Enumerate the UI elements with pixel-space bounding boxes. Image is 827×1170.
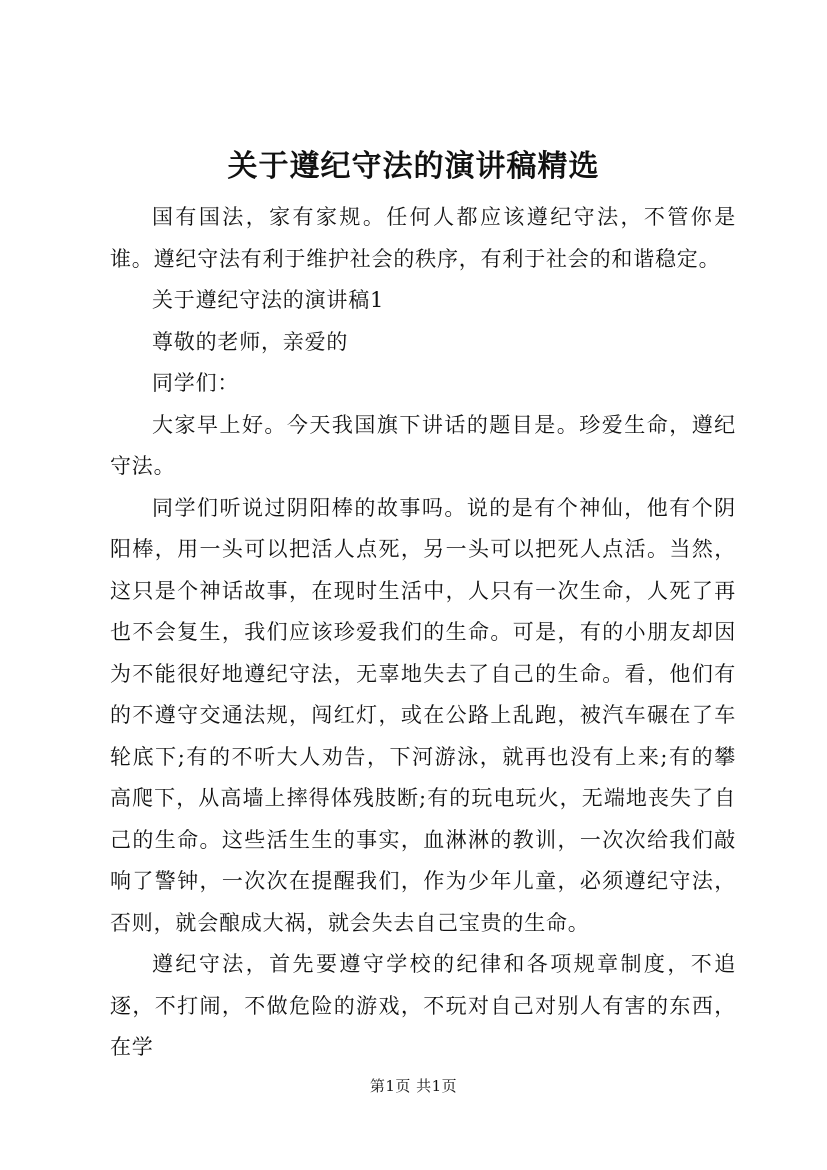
document-body [110,197,736,1069]
document-title: 关于遵纪守法的演讲稿精选 [227,149,600,184]
paragraph-rules: 遵纪守法，首先要遵守学校的纪律和各项规章制度，不追逐，不打闹，不做危险的游戏，不玩对自己对别人有害的东西，在学 [110,952,736,1059]
paragraph-heading: 关于遵纪守法的演讲稿1 [152,288,385,312]
paragraph-salutation-cont: 同学们： [152,371,240,395]
paragraph-salutation: 尊敬的老师，亲爱的 [152,329,349,354]
page-footer: 第1页 共1页 [369,1077,458,1095]
paragraph-greeting: 大家早上好。今天我国旗下讲话的题目是。珍爱生命，遵纪守法。 [110,412,736,478]
paragraph-intro: 国有国法，家有家规。任何人都应该遵纪守法，不管你是谁。遵纪守法有利于维护社会的秩序，有利于社会的和谐稳定。 [110,205,736,271]
paragraph-story: 同学们听说过阴阳棒的故事吗。说的是有个神仙，他有个阴阳棒，用一头可以把活人点死，另一头可以把死人点活。当然，这只是个神话故事，在现时生活中，人只有一次生命，人死了再也不会复生，我们应该珍爱我们的生命。可是，有的小朋友却因为不能很好地遵纪守法，无辜地失去了自己的生命。看，他们有的不遵守交通法规，闯红灯，或在公路上乱跑，被汽车碾在了车轮底下;有的不听大人劝告，下河游泳，就再也没有上来;有的攀高爬下，从高墙上摔得体残肢断;有的玩电玩火，无端地丧失了自己的生命。这些活生生的事实，血淋淋的教训，一次次给我们敲响了警钟，一次次在提醒我们，作为少年儿童，必须遵纪守法，否则，就会酿成大祸，就会失去自己宝贵的生命。 [110,495,736,935]
